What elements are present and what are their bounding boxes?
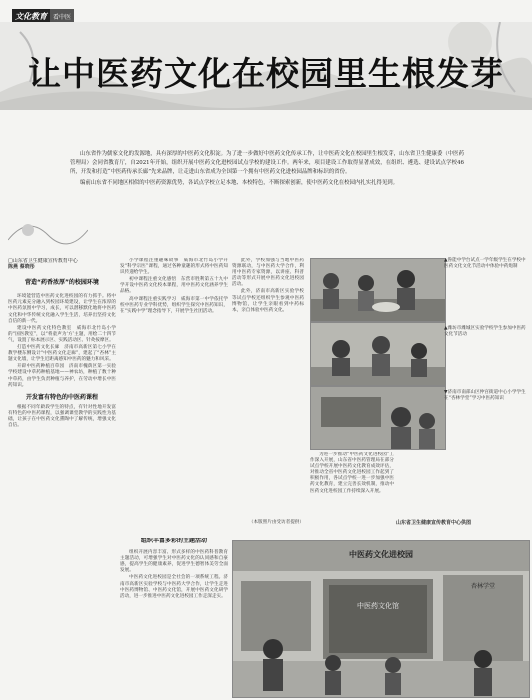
byline-names: 陈燕 蔡晓彤 (8, 264, 35, 271)
lead-paragraph-1: 山东省作为儒家文化的发源地，具有深厚的中医药文化积淀。为了进一步做好中医药文化传承工作，让中医药文化在校园里生根发芽，山东省卫生健康委（中医药管理局）会同省教育厅，自2021年开始，组织开展中医药文化进校园试点学校的建设工作。两年来，项目建设工作取得显著成效，在组织、遴选、建设试点学校46所，开发和打造“中医药传承长廊”先来品牌，让走进山东省成为全国第一个拥有中医药文化进校园品牌和标识的省份。 (70, 151, 464, 175)
section3-block (120, 538, 228, 698)
photo1-caption: ▲鲁能中学台试点一学年级学生在学校中医药文化文化节活动中体验中药炮制 (444, 258, 526, 269)
photo-sign-small: 杏林学堂 (470, 583, 495, 590)
masthead (12, 4, 92, 20)
section3-paragraph: 中医药文化进校园是全社会的一项系统工程。济南市高新区实验学校与中医药大学合作，让学生走进中医药博物馆、中医药文化馆，开展中医药文化研学活动，进一步推进中医药文化进校园工作走深走实。 (120, 575, 228, 599)
column-1 (8, 258, 116, 698)
section1-paragraph: 环境能营造中医药文化进校园的有力抓手。将中医药元素充分融入到校园环境建设，让学生在浓厚的中医药氛围中学习，成长，可以潜移默化地将中医药文化和中华传统文化融入学生生活，培养出坚持文化自信的新一代。 (8, 294, 116, 324)
masthead-edition: 看中医 (50, 9, 74, 24)
right-paragraph: 此外，济南市高新区实验学校等试点学校还组织学生参观中医药博物馆，让学生亲眼看到中药标本，亲自体验中医药文化。 (232, 289, 304, 313)
lead-paragraph-2: 编前山东省不同地区相似的中医药资源优势，各试点学校立足本地、本校特色，不断探索创新，使中医药文化在校园内扎实扎得见到。 (80, 179, 399, 186)
byline-org: □山东省卫生健康宣传教育中心 (8, 258, 78, 264)
section2-title: 开发富有特色的中医药课程 (25, 393, 98, 401)
section2-paragraph: 小学课程注重趣味故事 威海市北竹岛小学开发“科学宗医”课程，通过各种童趣的形式将中医药知识传递给学生。 (120, 258, 228, 276)
photo-classroom-image (311, 387, 445, 449)
photo-students-herb-image (311, 323, 445, 385)
section1-paragraph: 建设中医药文化特色教室 威海市北竹岛小学的“国医教室”，以“将童声为‘方’主题，用绘二十四节气，设置了标本展示区、实践活动区、针灸按摩区。 (8, 325, 116, 343)
closing-text (310, 452, 394, 532)
photo3-caption: ▼济南市南部山区仲宫街道中心小学学生在“杏林学堂”学习中医药知识 (444, 390, 526, 401)
section2-paragraph: 高中课程注重实践学习 威海市第一中学依托学校中医药专业学科优势，组织学生探究中医药知识，在“实践中学”理念指导下，开展学生社团活动。 (120, 296, 228, 314)
photo-students-pharmacy-image (311, 259, 445, 321)
photo-students-herb (310, 322, 446, 386)
photo-students-pharmacy (310, 258, 446, 322)
section2-paragraph: 根据不同年龄段学生的特点，有针对性地开发富有特色的中医药课程，以强调课堂教学的实践性为基础，让孩子在中医药文化熏陶中了解传统，增强文化自信。 (8, 404, 116, 429)
photo2-caption: ▲潍坊市潍城区实验学校学生参加中医药文化节活动 (444, 326, 526, 337)
section3-title: 组织丰富多彩的主题活动 (140, 538, 207, 544)
masthead-logo: 文化教育 (12, 9, 50, 24)
photo-exhibition-hall (232, 540, 530, 698)
section1-paragraph: 开辟中医药种植百草园 济南市槐荫区第一实验学校建设中草药种植基地——神农坊，种植了数十种中草药，由学生负责种植与养护，在劳动中增长中医药知识。 (8, 364, 116, 388)
column-3 (232, 258, 304, 528)
header-banner (0, 22, 532, 110)
photo-banner-text: 中医药文化进校园 (349, 550, 413, 559)
photo-sign-text: 中医药文化馆 (357, 602, 399, 610)
closing-paragraph: 为进一步推动“中医药文化进校园”工作深入开展，山东省中医药管理局在部分试点学校开展中医药文化教育成效评估，对推动全省中医药文化进校园工作起到了积极作用，各试点学校一进一步加强中医药文化教育，建立完善长效机制，推动中医药文化进校园工作持续深入开展。 (310, 452, 394, 494)
headline: 让中医药文化在校园里生根发芽 (28, 54, 504, 93)
section1-title: 营造“药香浓厚”的校园环境 (25, 279, 99, 287)
photo-classroom (310, 386, 446, 450)
right-paragraph: 此外，学校加强与当地中医药资源联动，与中医药大学合作，利用中医药专家资源，以讲座、科普活动等形式开展中医药文化进校园活动。 (232, 258, 304, 288)
section1-paragraph: 打造中医药文化长廊 济南市高新区第七小学在教学楼东侧设计“中医药文化走廊”，建起了“杏林”主题文化墙，让学生近距离感知中医药的魅力和风采。 (8, 345, 116, 363)
photo-exhibition-hall-image (233, 541, 529, 697)
section3-paragraph: 组织开展内容丰富、形式多样的中医药科普教育主题活动，可增强学生对中医药文化的认同感和自豪感，提高学生的健康素养，促进学生德智体美劳全面发展。 (120, 550, 228, 574)
lead-decoration (8, 210, 88, 250)
lead-section (70, 150, 464, 240)
photo-source: 山东省卫生健康宣传教育中心供图 (396, 520, 472, 526)
section2-paragraph: 初中课程注重文化感悟 东营市胜利第五十九中学开设中医药文化校本课程，用中医药文化涵养学生品格。 (120, 277, 228, 295)
photo-credit: （本版照片由受访者提供） (248, 520, 304, 525)
